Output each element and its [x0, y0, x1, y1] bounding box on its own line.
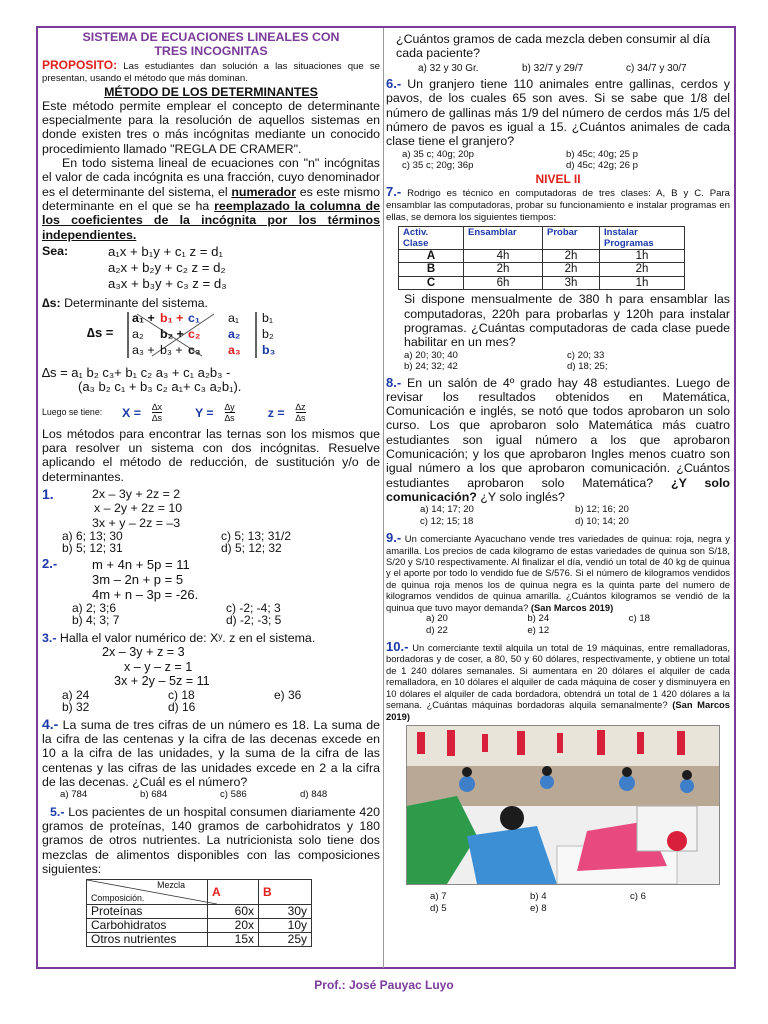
y-denominator: ∆s [224, 413, 235, 424]
det-r3-e: b₃ [262, 343, 276, 358]
question-2-number: 2.- [42, 555, 58, 571]
proposito-label: PROPOSITO: [42, 57, 118, 72]
question-4 [42, 717, 380, 789]
q5-option-b[interactable]: b) 32/7 y 29/7 [522, 62, 584, 74]
corner-composicion-label: Composición. [91, 893, 145, 904]
mixture-col-b: B [259, 880, 312, 905]
question-9-number: 9.- [386, 530, 402, 546]
computer-cell: B [399, 263, 464, 277]
det-row-3 [132, 342, 275, 358]
mixture-cell: 60x [208, 905, 259, 919]
computer-cell: 4h [464, 249, 543, 263]
corner-mezcla-label: Mezcla [157, 880, 185, 891]
computer-times-table [398, 226, 685, 291]
det-r2-e: b₂ [262, 327, 274, 342]
question-5-text: Los pacientes de un hospital consumen diariamente 420 gramos de proteínas, 140 gramos de carbohidratos y 180 gramos de otros nutrientes. La nutricionista solo tiene dos mezclas de alimentos disponibles con las composiciones siguientes: [42, 804, 380, 876]
nivel-heading: NIVEL II [535, 171, 581, 186]
mixture-cell: Proteínas [87, 905, 208, 919]
paragraph-2-highlight: reemplazado la columna de los coeficientes de la incógnita por los términos independientes. [42, 198, 380, 242]
q7-option-d[interactable]: d) 18; 25; [567, 361, 608, 373]
computer-cell: 2h [600, 263, 685, 277]
computer-row [399, 276, 685, 290]
q1-option-a[interactable]: a) 6; 13; 30 [62, 528, 123, 543]
computer-cell: 6h [464, 276, 543, 290]
q4-option-b[interactable]: b) 684 [140, 789, 168, 801]
q9-option-a[interactable]: a) 20 [426, 613, 448, 625]
q9-option-e[interactable]: e) 12 [527, 624, 550, 636]
question-7-number: 7.- [386, 183, 402, 199]
z-denominator: ∆s [295, 413, 306, 424]
mixture-cell: Otros nutrientes [87, 933, 208, 947]
numerador-term: numerador [231, 184, 297, 199]
question-5 [42, 805, 380, 876]
det-r2-c: c₂ [188, 327, 201, 342]
q1-option-d[interactable]: d) 5; 12; 32 [221, 541, 282, 556]
method-paragraph-3: Los métodos para encontrar las ternas son los mismos que para resolver un sistema con dos incógnitas. Resuelve aplicando el método de reducción, de sustitución y/o de determinantes. [42, 426, 380, 484]
det-r2-a: a₂ [132, 327, 144, 342]
det-r3-c: c₃ [188, 343, 201, 358]
mixture-table-header [87, 880, 312, 905]
q8-option-c[interactable]: c) 12; 15; 18 [420, 515, 474, 527]
delta-s-equals: ∆s = [87, 325, 114, 341]
q2-option-c[interactable]: c) -2; -4; 3 [226, 600, 281, 615]
det-r2-b: b₂ + [160, 327, 184, 342]
system-eq-1: a₁x + b₁y + c₁ z = d₁ [108, 243, 223, 259]
q9-option-b[interactable]: b) 24 [527, 613, 550, 625]
q3-option-d[interactable]: d) 16 [168, 700, 196, 715]
cramer-formulas [42, 399, 380, 427]
mixture-cell: 20x [208, 919, 259, 933]
question-9 [386, 532, 730, 613]
det-r1-e: b₁ [262, 311, 274, 326]
worksheet-title-line1: SISTEMA DE ECUACIONES LINEALES CON [82, 30, 340, 44]
question-6-options [386, 149, 730, 172]
paragraph-2-middle: es este mismo determinante en el que se ha [42, 184, 380, 213]
q2-option-d[interactable]: d) -2; -3; 5 [226, 613, 282, 628]
proposito-text: Las estudiantes dan solución a las situaciones que se presentan, usando el método que más dominan. [42, 60, 380, 84]
q3-option-a[interactable]: a) 24 [62, 687, 90, 702]
question-4-options [42, 789, 380, 802]
question-4-number: 4.- [42, 715, 59, 732]
question-9-source: (San Marcos 2019) [530, 601, 614, 613]
q3-eq-2: x – y – z = 1 [124, 659, 193, 674]
question-9-text: Un comerciante Ayacuchano vende tres variedades de quinua: roja, negra y amarilla. Los precios de cada kilogramo de estas variedades de quinua son S/18, S/20 y S/10 respectivamente. Al finalizar el día, vendió un total de 40 kg de quinua y el aporte por todo lo vendido fue de S/576. Si el número de kilogramos vendidos de quinua roja menos los de quinua negra es la quinta parte del numero de kilogramos vendidos de quinua amarilla. ¿Cuántos kilogramos se vendió de la quinua que tuvo mayor demanda? [386, 533, 730, 613]
question-5-options [386, 63, 730, 76]
computer-cell: 2h [464, 263, 543, 277]
q10-option-a[interactable]: a) 7 [430, 891, 447, 903]
question-7 [386, 183, 730, 224]
det-row-2 [132, 326, 275, 342]
mixture-table-corner [87, 880, 208, 905]
question-1-options [42, 530, 380, 555]
system-eq-3: a₃x + b₃y + c₃ z = d₃ [108, 275, 227, 291]
left-column [42, 30, 380, 947]
q3-option-b[interactable]: b) 32 [62, 700, 90, 715]
mixture-row [87, 905, 312, 919]
determinant-expansion-2: (a₃ b₂ c₁ + b₃ c₂ a₁+ c₃ a₂b₁). [78, 379, 242, 395]
q4-option-d[interactable]: d) 848 [300, 789, 328, 801]
computer-cell: 3h [543, 276, 600, 290]
q5-option-c[interactable]: c) 34/7 y 30/7 [626, 62, 687, 74]
q2-option-b[interactable]: b) 4; 3; 7 [72, 613, 120, 628]
q9-option-d[interactable]: d) 22 [426, 624, 448, 636]
q1-option-c[interactable]: c) 5; 13; 31/2 [221, 528, 292, 543]
method-title: MÉTODO DE LOS DETERMINANTES [104, 84, 318, 99]
q2-eq-1: m + 4n + 5p = 11 [92, 556, 190, 572]
question-3-system [42, 645, 380, 689]
question-2 [42, 557, 380, 602]
computer-row [399, 249, 685, 263]
det-r3-a: a₃ + [132, 343, 155, 358]
question-3-number: 3.- [42, 630, 57, 645]
q1-eq-3: 3x + y – 2z = –3 [92, 515, 181, 530]
luego-label: Luego se tiene: [42, 407, 103, 418]
worksheet-title-line2: TRES INCOGNITAS [154, 44, 268, 59]
right-column [386, 32, 730, 914]
question-4-text: La suma de tres cifras de un número es 18. La suma de la cifra de las centenas y la cifra de las decenas excede en 10 a la cifra de las unidades, y la suma de la cifra de las centenas y las cifras de las unidades excede en 2 a la cifra de las decenas. ¿Cuál es el número? [42, 717, 380, 789]
question-2-options [42, 602, 380, 627]
mixture-cell: Carbohidratos [87, 919, 208, 933]
delta-s-text: Determinante del sistema. [64, 295, 208, 310]
mixture-table [86, 879, 312, 947]
q4-option-c[interactable]: c) 586 [220, 789, 247, 801]
computer-col-header: Ensamblar [464, 226, 543, 249]
system-general [42, 244, 380, 292]
question-10-options [386, 891, 730, 914]
q10-option-e[interactable]: e) 8 [530, 902, 547, 914]
q1-eq-2: x – 2y + 2z = 10 [94, 501, 183, 516]
q3-option-c[interactable]: c) 18 [168, 687, 195, 702]
method-paragraph-1: Este método permite emplear el concepto de determinante especialmente para la resolución de aquellos sistemas en donde existen tres o más incógnitas mediante un conocido procedimiento llamado "REGLA DE CRAMER". [42, 98, 380, 156]
computer-row [399, 263, 685, 277]
question-7-options [386, 350, 730, 373]
q6-option-b[interactable]: b) 45c; 40g; 25 p [566, 148, 639, 160]
column-divider [383, 28, 384, 968]
determinant-expansion-1: ∆s = a₁ b₂ c₃+ b₁ c₂ a₃ + c₁ a₂b₃ - [42, 365, 231, 381]
paragraph-2-start: En todo sistema lineal de ecuaciones con "n" incógnitas el valor de cada incógnita es una fracción, cuyo denominador es el determinante del sistema, el [42, 156, 380, 199]
q4-option-a[interactable]: a) 784 [60, 789, 88, 801]
textile-workshop-photo [406, 725, 720, 885]
question-8 [386, 376, 730, 505]
question-8-bold: ¿Y solo comunicación? [386, 475, 730, 504]
determinant-block [42, 310, 380, 360]
mixture-cell: 30y [259, 905, 312, 919]
mixture-row [87, 933, 312, 947]
question-10-text: Un comerciante textil alquila un total de 19 máquinas, entre remalladoras, bordadoras y de coser, a 80, 50 y 60 dólares, respectivamente, y obtiene un total de 1 240 dólares semanales. Si aumentara en 20 dólares el alquiler de cada remalladora, en 10 dólares el alquiler de cada máquina de coser y disminuyera en 10 dólares el alquiler de cada bordadora, obtendrá un total de 1 420 dólares a la semana. ¿Cuántas máquinas bordadoras alquila semanalmente? [386, 642, 730, 711]
y-fraction [218, 402, 242, 423]
q7-option-c[interactable]: c) 20; 33 [567, 349, 605, 361]
question-3 [42, 631, 380, 645]
q5-option-a[interactable]: a) 32 y 30 Gr. [418, 62, 479, 74]
computer-table-header [399, 226, 685, 249]
q6-option-c[interactable]: c) 35 c; 20g; 36p [402, 160, 474, 172]
y-numerator: ∆y [224, 402, 235, 413]
method-paragraph-2 [42, 156, 380, 242]
q6-option-d[interactable]: d) 45c; 42g; 26 p [566, 160, 639, 172]
question-7-text: Rodrigo es técnico en computadoras de tres clases: A, B y C. Para ensamblar las computadoras, probar su funcionamiento e instalar programas en ellas, se demora los siguientes tiempos: [386, 187, 730, 223]
computer-cell: C [399, 276, 464, 290]
question-1-number: 1. [42, 485, 54, 502]
q6-option-a[interactable]: a) 35 c; 40g; 20p [402, 148, 475, 160]
sea-label: Sea: [42, 243, 69, 258]
q8-option-b[interactable]: b) 12; 16; 20 [575, 504, 629, 516]
question-3-text: Halla el valor numérico de: Xʸ. z en el sistema. [59, 630, 316, 645]
delta-s-definition [42, 296, 380, 310]
q8-option-a[interactable]: a) 14; 17; 20 [420, 504, 474, 516]
q10-option-c[interactable]: c) 6 [630, 891, 646, 903]
q2-eq-3: 4m + n – 3p = -26. [92, 586, 199, 602]
q9-option-c[interactable]: c) 18 [628, 613, 650, 625]
q8-option-d[interactable]: d) 10; 14; 20 [575, 515, 629, 527]
computer-cell: 1h [600, 249, 685, 263]
q3-eq-1: 2x – 3y + z = 3 [102, 645, 185, 660]
computer-cell: A [399, 249, 464, 263]
mixture-cell: 25y [259, 933, 312, 947]
mixture-cell: 15x [208, 933, 259, 947]
question-6-number: 6.- [386, 76, 402, 92]
footer-author: Prof.: José Pauyac Luyo [314, 978, 454, 992]
z-fraction [289, 402, 313, 423]
question-9-options [386, 613, 730, 636]
q3-option-e[interactable]: e) 36 [274, 687, 302, 702]
computer-cell: 2h [543, 263, 600, 277]
y-formula-label: Y = [194, 405, 214, 420]
z-formula-label: z = [267, 405, 285, 420]
q1-option-b[interactable]: b) 5; 12; 31 [62, 541, 123, 556]
question-8-text: En un salón de 4º grado hay 48 estudiantes. Luego de revisar los resultados obtenidos en Matemática, Comunicación e inglés, se notó que todos aprobaron un solo curso. Los que aprobaron solo Matemática más cuatro estudiantes son igual número a los que aprobaron Comunicación; y los que aprobaron Ingles menos cuatro son igual número a los que aprobaron comunicación. ¿Cuántos estudiantes aprobaron solo Matemática? [386, 375, 730, 490]
q3-eq-3: 3x + 2y – 5z = 11 [114, 674, 210, 689]
q7-option-b[interactable]: b) 24; 32; 42 [404, 361, 458, 373]
system-eq-2: a₂x + b₂y + c₂ z = d₂ [108, 259, 226, 275]
det-r3-d: a₃ [228, 343, 241, 358]
question-8-options [386, 504, 730, 527]
question-10 [386, 641, 730, 722]
det-r2-d: a₂ [228, 327, 241, 342]
mixture-col-a: A [208, 880, 259, 905]
question-3-options [42, 689, 380, 714]
q10-option-d[interactable]: d) 5 [430, 902, 447, 914]
q2-eq-2: 3m – 2n + p = 5 [92, 571, 184, 587]
computer-col-header: Activ. Clase [399, 226, 464, 249]
computer-col-header: Instalar Programas [600, 226, 685, 249]
question-6-text: Un granjero tiene 110 animales entre gallinas, cerdos y pavos, de los cuales 65 son aves. Si se sabe que 1/8 del número de gallinas más 1/9 del número de cerdos más 1/5 del número de pavos es igual a 15. ¿Cuántos animales de cada clase tiene el granjero? [386, 77, 730, 149]
mixture-row [87, 919, 312, 933]
question-8-end: ¿Y solo inglés? [480, 489, 565, 504]
question-1 [42, 487, 380, 530]
proposito [42, 59, 380, 85]
question-5-continued: ¿Cuántos gramos de cada mezcla deben consumir al día cada paciente? [396, 32, 711, 61]
question-5-number: 5.- [50, 804, 65, 819]
z-numerator: ∆z [295, 402, 306, 413]
question-6 [386, 77, 730, 148]
q10-option-b[interactable]: b) 4 [530, 891, 547, 903]
x-denominator: ∆s [151, 413, 162, 424]
question-10-source: (San Marcos 2019) [386, 699, 730, 722]
computer-col-header: Probar [543, 226, 600, 249]
mixture-cell: 10y [259, 919, 312, 933]
question-10-number: 10.- [386, 639, 409, 655]
question-8-number: 8.- [386, 374, 402, 390]
x-formula-label: X = [122, 405, 141, 420]
q2-option-a[interactable]: a) 2; 3;6 [72, 600, 117, 615]
det-r1-a: a₁ + [132, 311, 155, 326]
question-7-text-2: Si dispone mensualmente de 380 h para ensamblar las computadoras, 220h para probarlas y 120h para instalar programas. ¿Cuántas computadoras de cada clase puede habilitar en un mes? [404, 292, 730, 350]
determinant-rows [132, 310, 275, 358]
det-r1-d: a₁ [228, 311, 240, 326]
x-fraction [145, 402, 169, 423]
det-r3-b: b₃ + [160, 343, 183, 358]
q7-option-a[interactable]: a) 20; 30; 40 [404, 349, 458, 361]
q1-eq-1: 2x – 3y + 2z = 2 [92, 486, 181, 501]
x-numerator: ∆x [151, 402, 162, 413]
det-r1-c: c₁ [188, 311, 201, 326]
delta-s-label: ∆s: [42, 295, 61, 310]
det-row-1 [132, 310, 275, 326]
computer-cell: 2h [543, 249, 600, 263]
computer-cell: 1h [600, 276, 685, 290]
det-r1-b: b₁ + [160, 311, 184, 326]
